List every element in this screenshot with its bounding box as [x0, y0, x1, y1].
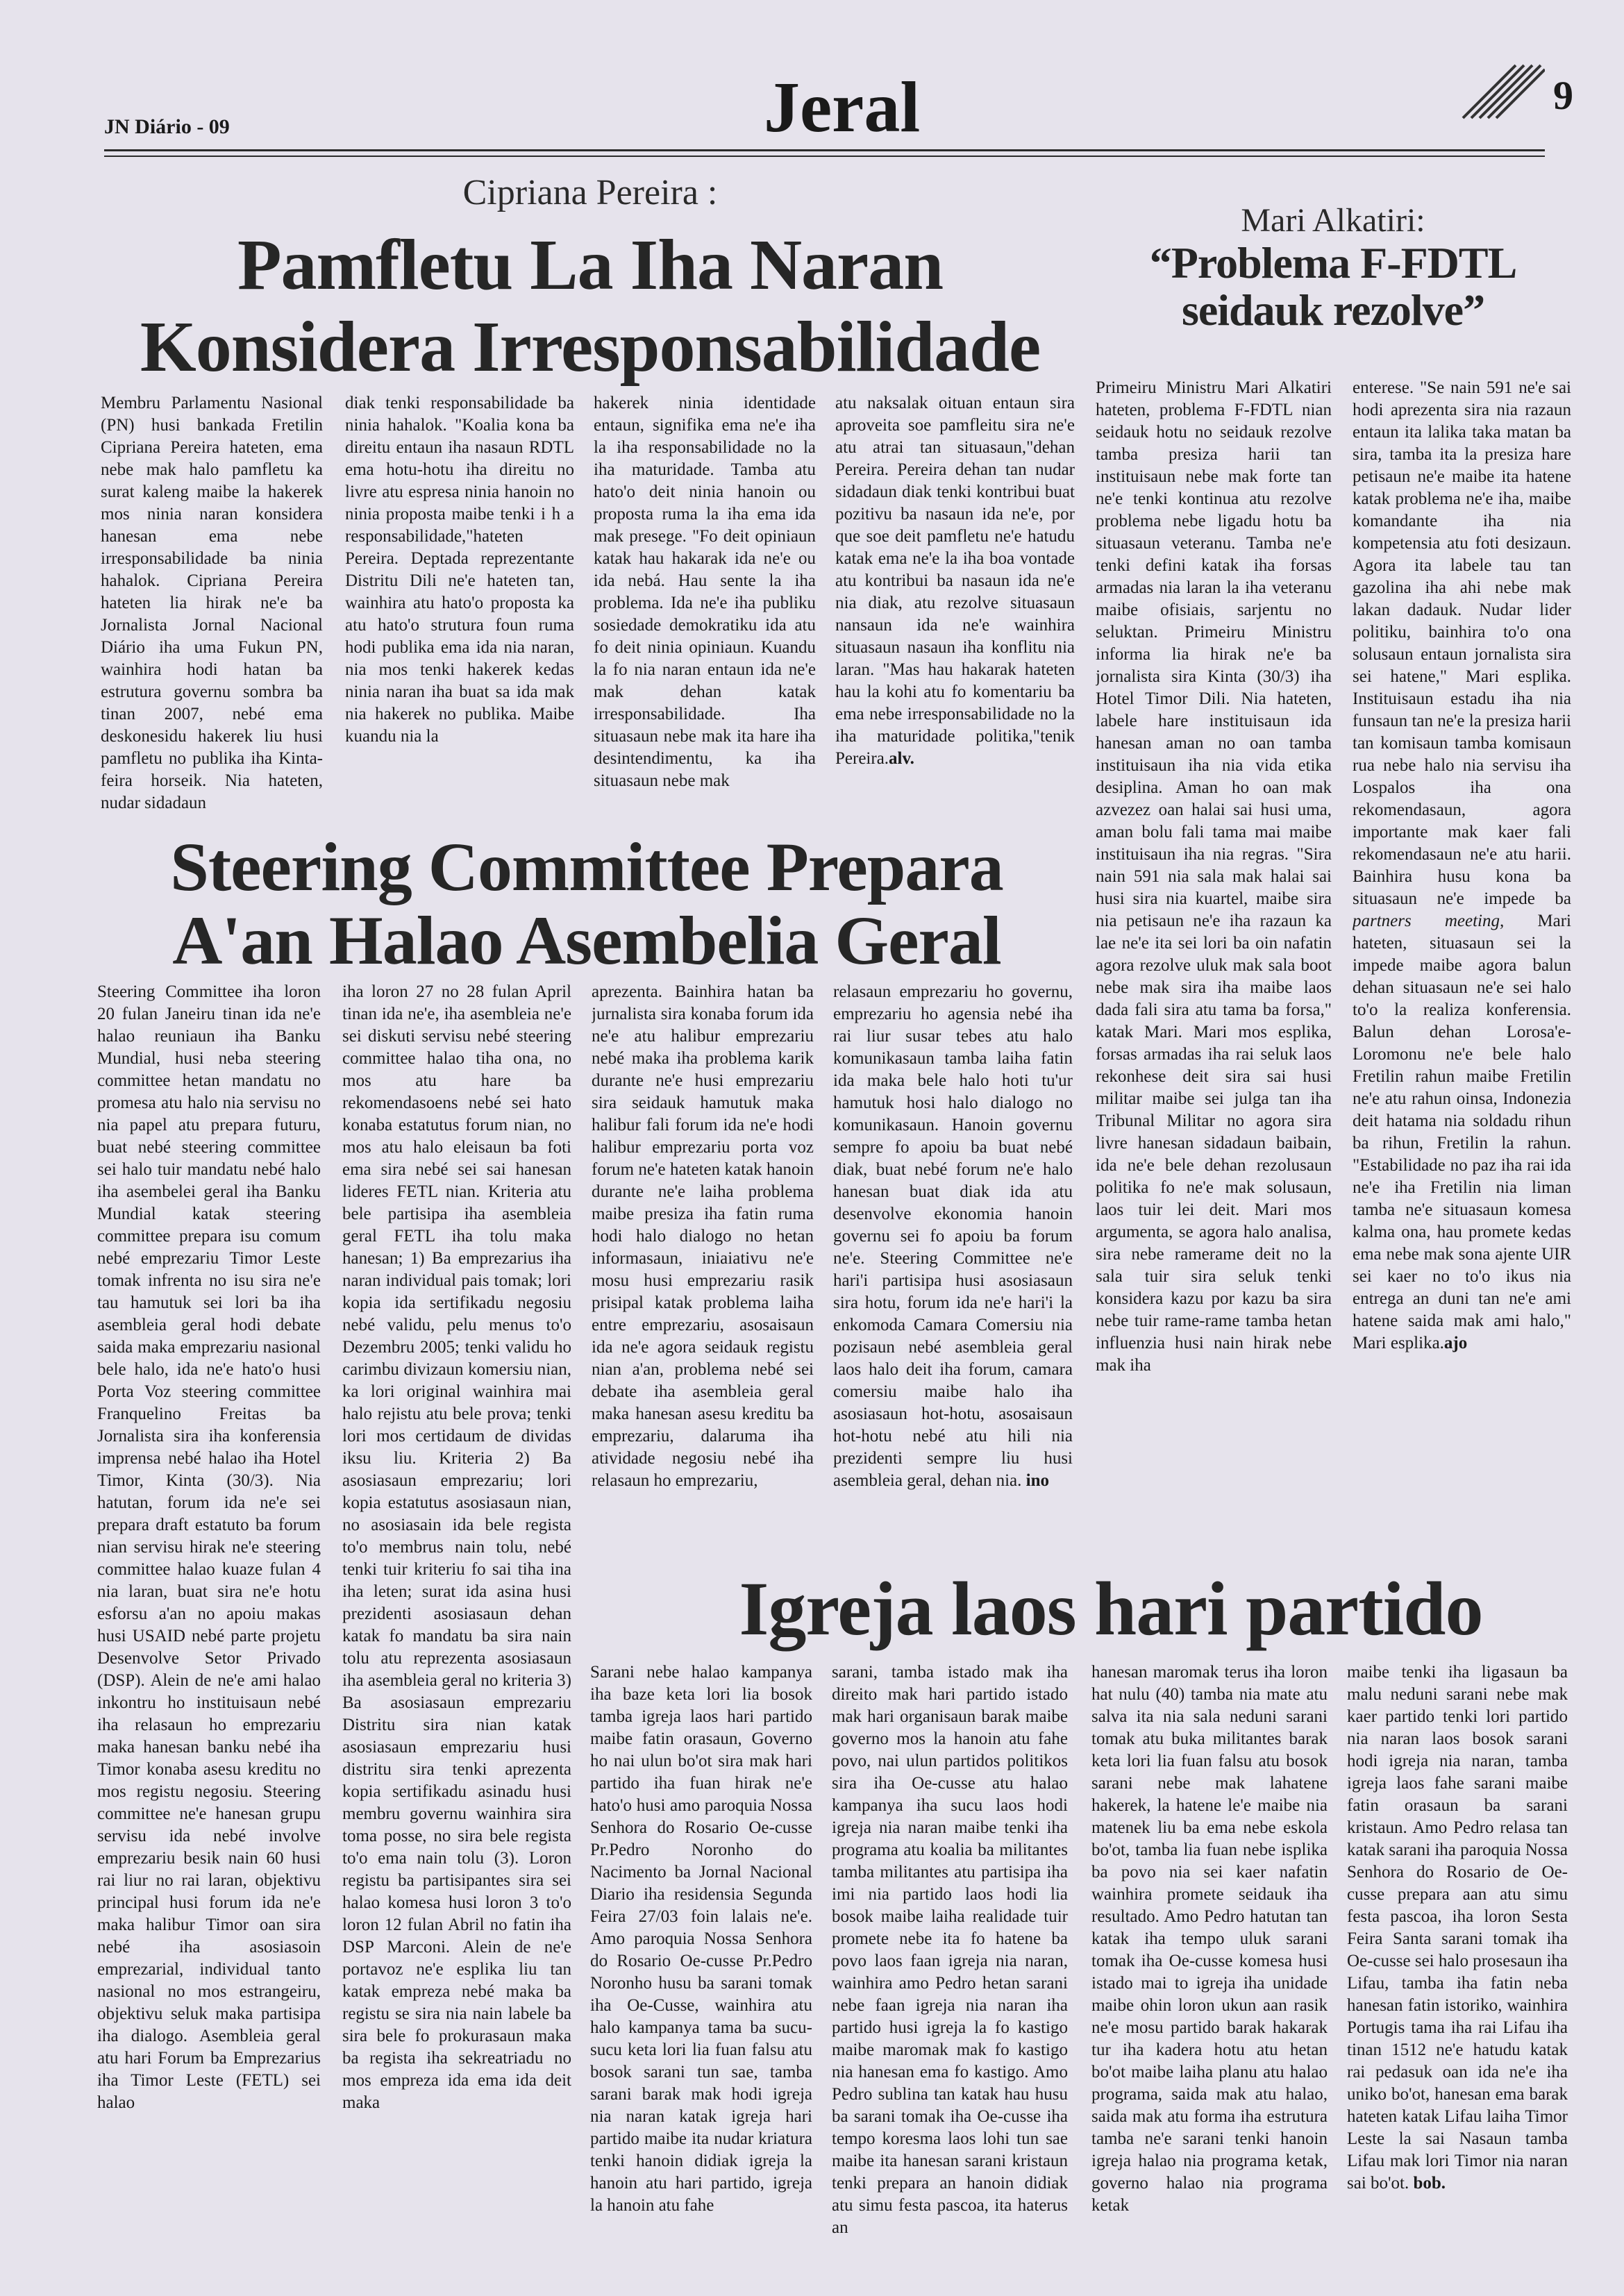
article1-col3-text: hakerek ninia identidade entaun, signifika ema ne'e iha la iha responsabilidade no la iha maturidade. Tamba atu hato'o deit ninia hanoin ou proposta ruma la iha ema ida mak presege. "Fo deit opiniaun katak hau hakarak ida ne'e ou ida nebá. Hau sente la iha problema. Ida ne'e iha publiku sosiedade demokratiku ida atu fo deit ninia opiniaun. Kuandu la fo nia naran entaun ida ne'e mak dehan katak irresponsabilidade. Iha situasaun nebe mak ita hare iha desintendimentu, ka iha situasaun nebe mak — [594, 394, 816, 790]
article3-col1-text: Steering Committee iha loron 20 fulan Janeiru tinan ida ne'e halao reuniaun iha Banku Mundial, husi neba steering committee hetan mandatu no promesa atu halo nia servisu no nia papel atu prepara futuru, buat nebé steering committee sei halo tuir mandatu nebé halo iha asembelei geral iha Banku Mundial katak steering committee prepara isu comum nebé emprezariu Timor Leste tomak infrenta no isu sira ne'e tau hamutuk sei lori ba iha asembleia geral hodi debate saida maka emprezariu nasional bele halo, ida ne'e hato'o husi Porta Voz steering committee Franquelino Freitas ba Jornalista sira iha konferensia imprensa nebé halao iha Hotel Timor, Kinta (30/3). Nia hatutan, forum ida ne'e sei prepara draft estatuto ba forum nian servisu hirak ne'e steering committee halao kuaze fulan 4 nia laran, buat sira ne'e hotu esforsu a'an no apoiu makas husi USAID nebé parte projetu Desenvolve Setor Privado (DSP). Alein de ne'e ami halao inkontru ho instituisaun nebé iha relasaun ho emprezariu maka hanesan banku nebé iha Timor konaba asesu kreditu no mos registu negosiu. Steering committee ne'e hanesan grupu servisu ida nebé involve emprezariu besik nain 60 husi rai liur no rai laran, objektivu principal husi forum ida ne'e maka halibur Timor oan sira nebé iha asosiasoin emprezarial, individual tanto nasional no mos estrangeiru, objektivu seluk maka partisipa iha dialogo. Asembleia geral atu hari Forum ba Emprezarius iha Timor Leste (FETL) sei halao — [97, 982, 321, 2112]
article4-title: Igreja laos hari partido — [739, 1566, 1483, 1651]
article3-title-line2: A'an Halao Asembelia Geral — [172, 902, 1001, 979]
issue-label: JN Diário - 09 — [104, 115, 230, 138]
article3-author: ino — [1026, 1471, 1050, 1490]
article4-col4 — [1347, 1661, 1568, 2265]
article3-col4-body: relasaun emprezariu ho governu, emprezariu ho agensia nebé iha rai liur susar tebes atu halo komunikasaun tamba laiha fatin ida maka bele halo hoti tu'ur hamutuk hosi halo dialogo no komunikasaun. Hanoin governu sempre fo apoiu ba buat nebé diak, buat nebé forum ne'e halo hanesan buat diak ida atu desenvolve ekonomia hanoin governu sei fo apoiu ba forum ne'e. Steering Committee ne'e hari'i partisipa husi asosiasaun sira hotu, forum ida ne'e hari'i la enkomoda Camara Comersiu nia pozisaun nebé asembleia geral laos halo deit iha forum, camara comersiu maibe halo iha asosiasaun hot-hotu, asosaisaun hot-hotu nebé atu hili nia prezidenti sempre liu husi asembleia geral, dehan nia. — [833, 982, 1073, 1490]
article1-col4-body: atu naksalak oituan entaun sira aproveita soe pamfleitu sira ne'e atu atrai tan situasaun,"dehan Pereira. Pereira dehan tan nudar sidadaun diak tenki kontribui buat pozitivu ba nasaun ida ne'e, por que soe deit pamfletu ne'e hatudu katak ema ne'e la iha boa vontade atu kontribui ba nasaun ida ne'e nia diak, atu rezolve situasaun nansaun ida ne'e wainhira situasaun nasaun iha konflitu nia laran. "Mas hau hakarak hateten hau la kohi atu fo komentariu ba ema nebe irresponsabilidade no la iha maturidade politika,"tenik Pereira. — [835, 394, 1075, 768]
article1-col2 — [345, 392, 574, 837]
article3-title-line1: Steering Committee Prepara — [170, 828, 1003, 905]
article1-col1 — [101, 392, 323, 837]
article2-col2-post: Mari hateten, situasaun sei la impede maibe agora balun dehan situasaun ne'e sei halo to'o la realiza konferensia. Balun dehan Lorosa'e-Loromonu ne'e bele halo Fretilin rahun maibe Fretilin ne'e atu rahun oinsa, Indonezia deit hatama nia soldadu rihun ba rihun, Fretilin la rahun. "Estabilidade no paz iha rai ida ne'e iha Fretilin nia liman tamba ne'e situasaun komesa kalma ona, hau promete kedas ema nebe mak sona ajente UIR sei kaer no to'o ikus nia entrega an duni tan ne'e ami hatene saida mak ami halo," Mari esplika. — [1353, 912, 1571, 1352]
hatch-decoration-icon — [1462, 64, 1545, 121]
article2-title-line2: seidauk rezolve” — [1181, 285, 1485, 335]
article2-kicker: Mari Alkatiri: — [1241, 202, 1425, 239]
article2-col1 — [1096, 377, 1332, 1557]
article2-col2-italic: partners meeting, — [1353, 912, 1505, 930]
article1-col1-text: Membru Parlamentu Nasional (PN) husi bankada Fretilin Cipriana Pereira hateten, ema nebe mak halo pamfletu ka surat kaleng maibe la hakerek mos ninia naran konsidera hanesan ema nebe irresponsabilidade ba ninia hahalok. Cipriana Pereira hateten lia hirak ne'e ba Jornalista Jornal Nacional Diário iha uma Fukun PN, wainhira hodi hatan ba estrutura governu sombra ba tinan 2007, nebé ema deskonesidu hakerek liu husi pamfletu no publika iha Kinta-feira horseik. Nia hateten, nudar sidadaun — [101, 394, 323, 812]
article3-col2-text: iha loron 27 no 28 fulan April tinan ida ne'e, iha asembleia ne'e sei diskuti servisu nebé steering committee halao tiha ona, no mos atu hare ba rekomendasoens nebé sei hato konaba estatutus forum nian, no mos atu halo eleisaun ba foti ema sira nebé sei sai hanesan lideres FETL nian. Kriteria atu bele partisipa iha asembleia geral FETL iha tolu maka hanesan; 1) Ba emprezarius iha naran individual pais tomak; lori kopia ida sertifikadu negosiu nebé validu, pelu menus to'o Dezembru 2005; tenki validu ho carimbu divizaun komersiu nian, ka lori original wainhira mai halo rejistu atu bele prova; tenki lori mos certidaum de dividas iksu liu. Kriteria 2) Ba asosiasaun emprezariu; lori kopia estatutus asosiasaun nian, no asosiasain ida bele regista to'o membrus nain tolu, nebé tenki tuir kriteriu fo sai tiha ina iha leten; surat ida asina husi prezidenti asosiasaun dehan katak fo mandatu ba sira nain tolu atu reprezenta asosiasaun iha asembleia geral no kriteria 3) Ba asosiasaun emprezariu Distritu sira nian katak asosiasaun emprezariu husi distritu sira tenki aprezenta kopia sertifikadu asinadu husi membru governu wainhira sira toma posse, no sira bele regista to'o ema nain tolu (3). Loron registu ba partisipantes sira sei halao komesa husi loron 3 to'o loron 12 fulan Abril no fatin iha DSP Marconi. Alein de ne'e portavoz ne'e esplika liu tan katak empreza nebé maka ba registu se sira nia nain labele ba sira bele fo prokurasaun maka ba regista iha sekreatriadu no mos empreza ida ema ida deit maka — [342, 982, 571, 2112]
article4-col3-text: hanesan maromak terus iha loron hat nulu (40) tamba nia mate atu salva ita nia sala neduni sarani tomak atu buka militantes barak keta lori lia fuan falsu atu bosok sarani nebe mak lahatene hakerek, la hatene le'e maibe nia matenek liu ba ema nebe eskola bo'ot, tamba lia fuan nebe isplika ba povo nia sei kaer nafatin wainhira promete seidauk iha resultado. Amo Pedro hatutan tan katak iha tempo uluk sarani tomak iha Oe-cusse komesa husi istado mai to igreja iha unidade maibe ohin loron ukun aan rasik ne'e mosu partido barak hakarak tur iha kadera hotu atu hetan bo'ot maibe laiha planu atu halao programa, saida mak atu halao, saida mak atu forma iha estrutura tamba ne'e sarani tenki hanoin igreja halao nia programa ketak, governo halao nia programa ketak — [1091, 1663, 1328, 2215]
article1-title-line1: Pamfletu La Iha Naran — [237, 225, 944, 305]
article1-col3 — [594, 392, 816, 837]
article3-col3-text: aprezenta. Bainhira hatan ba jurnalista sira konaba forum ida ne'e atu halibur emprezariu nebé maka iha problema karik durante ne'e husi emprezariu sira seidauk hamutuk maka halibur fali forum ida ne'e hodi halibur emprezariu porta voz forum ne'e hateten katak hanoin durante ne'e laiha problema maibe presiza iha fatin ruma hodi halo dialogo no hetan informasaun, iniaiativu ne'e mosu husi emprezariu rasik prisipal katak problema laiha entre emprezariu, asosaisaun ida ne'e agora seidauk registu nian a'an, problema nebé sei debate iha asembleia geral maka hanesan asesu kreditu ba emprezariu, dalaruma iha atividade negosiu nebé iha relasaun ho emprezariu, — [592, 982, 814, 1490]
article4-author: bob. — [1413, 2174, 1446, 2193]
article3-col1 — [97, 981, 321, 2231]
article1-col4-text — [835, 392, 1075, 770]
article4-col2 — [832, 1661, 1068, 2265]
article4-col4-body: maibe tenki iha ligasaun ba malu neduni sarani nebe mak kaer partido tenki lori partido nia naran laos bosok sarani hodi igreja nia naran, tamba igreja laos fahe sarani maibe fatin orasaun ba sarani kristaun. Amo Pedro relasa tan katak sarani iha paroquia Nossa Senhora do Rosario de Oe-cusse prepara aan atu simu festa pascoa, iha loron Sesta Feira Santa sarani tomak iha Oe-cusse sei halo prosesaun iha Lifau, tamba iha fatin neba hanesan fatin istoriko, wainhira Portugis tama iha rai Lifau iha tinan 1512 ne'e hatudu katak rai pedasuk oan ida ne'e iha uniko bo'ot, hanesan ema barak hateten katak Lifau laiha Timor Leste la sai Nasaun tamba Lifau mak lori Timor nia naran sai bo'ot. — [1347, 1663, 1568, 2193]
article4-col1 — [590, 1661, 812, 2265]
article2-author: ajo — [1443, 1334, 1468, 1352]
header-rule-bottom — [104, 156, 1545, 157]
article3-col2 — [342, 981, 571, 2231]
article3-col3 — [592, 981, 814, 1571]
article3-col4-text — [833, 981, 1073, 1492]
article4-col1-text: Sarani nebe halao kampanya iha baze keta lori lia bosok tamba igreja laos hari partido maibe fatin orasaun, Governo ho nai ulun bo'ot sira mak hari partido iha fuan hirak ne'e hato'o husi amo paroquia Nossa Senhora do Rosario Oe-cusse Pr.Pedro Noronho do Nacimento ba Jornal Nacional Diario iha residensia Segunda Feira 27/03 foin lalais ne'e. Amo paroquia Nossa Senhora do Rosario Oe-cusse Pr.Pedro Noronho husu ba sarani tomak iha Oe-Cusse, wainhira atu halo kampanya tama ba sucu-sucu keta lori lia fuan falsu atu bosok sarani tun sae, tamba sarani barak mak hodi igreja nia naran katak igreja hari partido maibe ita nudar kriatura tenki hanoin didiak igreja la hanoin atu hari partido, igreja la hanoin atu fahe — [590, 1663, 812, 2215]
article2-col1-text: Primeiru Ministru Mari Alkatiri hateten, problema F-FDTL nian seidauk hotu no seidauk rezolve tamba presiza harii tan instituisaun nebe mak forte tan ne'e tenki kontinua atu rezolve problema nebe ligadu hotu ba situasaun veteranu. Tamba ne'e tenki defini katak iha forsas armadas nia laran la iha veteranu maibe ofisiais, sarjentu no seluktan. Primeiru Ministru informa lia hirak ne'e ba jornalista sira Kinta (30/3) iha Hotel Timor Dili. Nia hateten, labele hare instituisaun ida hanesan aman no oan tamba instituisaun iha nia vida etika desiplina. Aman ho oan mak azvezez oan halai sai husi uma, aman bolu fali tama mai maibe instituisaun iha nia regras. "Sira nain 591 nia sala mak halai sai husi sira nia kuartel, maibe sira nia petisaun ne'e iha razaun ka lae ne'e ita sei lori ba oin nafatin agora rezolve uluk mak sala boot nebe mak sira iha maibe laos dada fali sira atu tama ba forsa," katak Mari. Mari mos esplika, forsas armadas iha rai seluk laos rekonhese deit sira sai husi militar maibe sei julga tan iha Tribunal Militar no agora sira livre hanesan sidadaun baibain, ida ne'e bele dehan rezolusaun politika fo ne'e mak solusaun, laos tuir lei deit. Mari mos argumenta, se agora halo analisa, sira nebe ramerame deit no la sala tuir sira seluk tenki konsidera kazu por kazu ba sira nebe tuir rame-rame tamba hetan influenzia husi nain hirak nebe mak iha — [1096, 378, 1332, 1375]
article2-col2 — [1353, 377, 1571, 1557]
article3-col4 — [833, 981, 1073, 1571]
article2-title-line1: “Problema F-FDTL — [1149, 238, 1517, 287]
article1-author: alv. — [889, 749, 914, 768]
article2-col2-pre: enterese. "Se nain 591 ne'e sai hodi aprezenta sira nia razaun entaun ita lalika taka matan ba sira, tamba ita la presiza hare petisaun ne'e maibe ita hatene katak problema ne'e iha, maibe komandante iha nia kompetensia atu foti desizaun. Agora ita labele tau tan gazolina iha ahi nebe mak lakan dadauk. Nudar lider politiku, bainhira to'o ona solusaun entaun jornalista sira sei hatene," Mari esplika. Instituisaun estadu iha nia funsaun tan ne'e la presiza harii tan komisaun tamba komisaun rua nebe halo nia servisu iha Lospalos iha ona rekomendasaun, agora importante mak kaer fali rekomendasaun ne'e atu harii. Bainhira husu kona ba situasaun ne'e impede ba — [1353, 378, 1571, 908]
section-title: Jeral — [764, 67, 921, 147]
article1-title-line2: Konsidera Irresponsabilidade — [140, 307, 1041, 387]
article2-col2-text — [1353, 377, 1571, 1355]
article4-col3 — [1091, 1661, 1328, 2265]
article4-col4-text — [1347, 1661, 1568, 2195]
page-number: 9 — [1553, 73, 1573, 118]
header-rule-top — [104, 149, 1545, 151]
article1-col2-text: diak tenki responsabilidade ba ninia hahalok. "Koalia kona ba direitu entaun iha nasaun RDTL ema hotu-hotu iha direitu no livre atu espresa ninia hanoin no ninia proposta maibe tenki i h a responsabilidade,"hateten Pereira. Deptada reprezentante Distritu Dili ne'e hateten tan, wainhira atu hato'o proposta ka atu hato'o strutura foun ruma hodi publika ema ida nia naran, nia mos tenki hakerek kedas ninia naran iha buat sa ida mak nia hakerek no publika. Maibe kuandu nia la — [345, 394, 574, 746]
article1-col4 — [835, 392, 1075, 837]
article4-col2-text: sarani, tamba istado mak iha direito mak hari partido istado mak hari organisaun barak maibe governo mos la hanoin atu fahe povo, nai ulun partidos politikos sira iha Oe-cusse atu halao kampanya iha sucu laos hodi igreja nia naran maibe tenki iha programa atu koalia ba militantes tamba militantes atu partisipa iha imi nia partido laos hodi lia bosok maibe laiha realidade tuir promete nebe ita fo hatene ba povo laos faan igreja nia naran, wainhira amo Pedro hetan sarani nebe faan igreja nia naran iha partido husi igreja la fo kastigo maibe maromak mak fo kastigo nia hanesan ema fo kastigo. Amo Pedro sublina tan katak hau husu ba sarani tomak iha Oe-cusse iha tempo koresma laos lohi tun sae maibe ita hanesan sarani kristaun tenki prepara an hanoin didiak atu simu festa pascoa, ita haterus an — [832, 1663, 1068, 2237]
article1-kicker: Cipriana Pereira : — [462, 173, 718, 212]
